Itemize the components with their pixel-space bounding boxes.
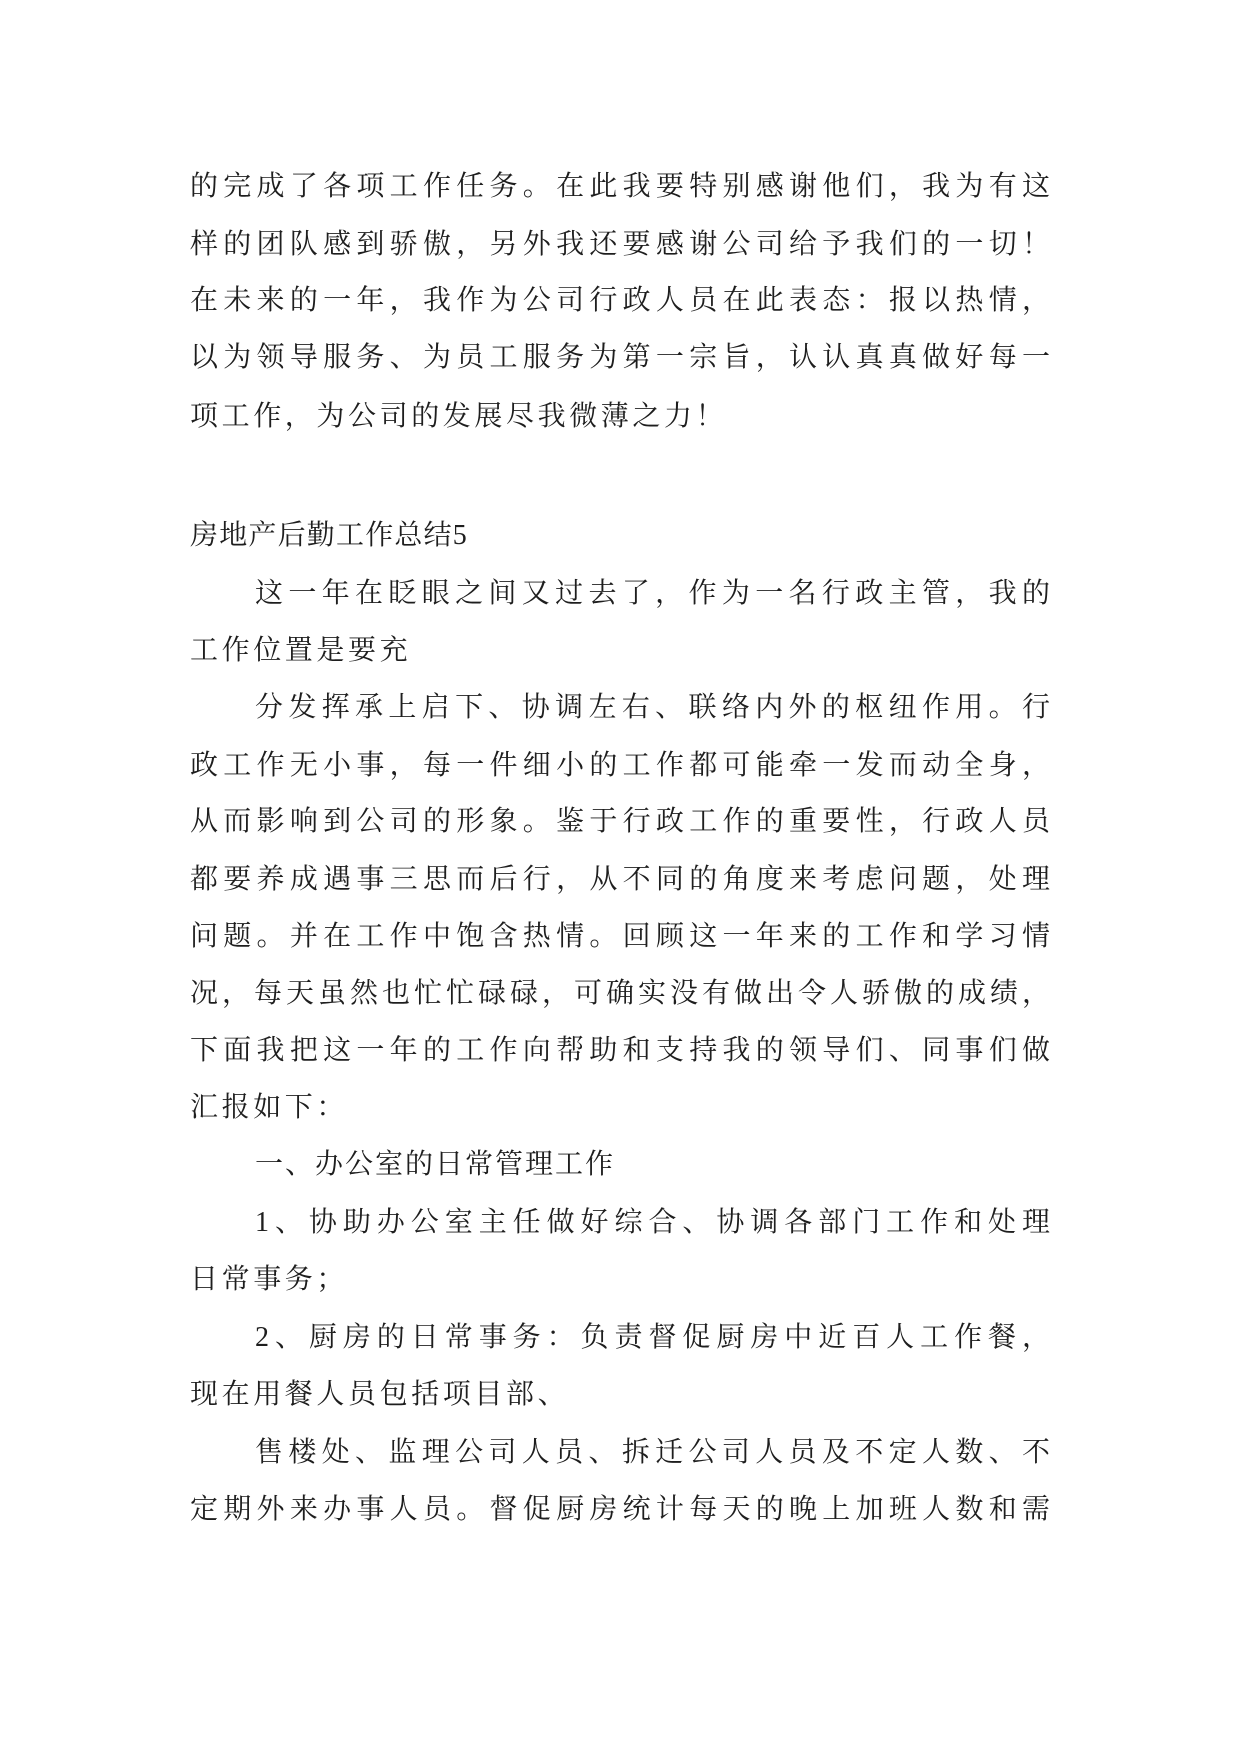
paragraph-line: 汇报如下： (190, 1092, 349, 1123)
paragraph-line: 定期外来办事人员。督促厨房统计每天的晚上加班人数和需 (190, 1494, 1050, 1525)
paragraph-line: 在未来的一年，我作为公司行政人员在此表态：报以热情， (190, 285, 1050, 316)
paragraph-line: 分发挥承上启下、协调左右、联络内外的枢纽作用。行 (255, 692, 1050, 723)
paragraph-line: 从而影响到公司的形象。鉴于行政工作的重要性，行政人员 (190, 806, 1050, 837)
paragraph-line: 都要养成遇事三思而后行，从不同的角度来考虑问题，处理 (190, 864, 1050, 895)
paragraph-line: 问题。并在工作中饱含热情。回顾这一年来的工作和学习情 (190, 921, 1050, 952)
paragraph-line: 政工作无小事，每一件细小的工作都可能牵一发而动全身， (190, 750, 1050, 781)
section-heading: 房地产后勤工作总结5 (190, 520, 469, 551)
paragraph-line: 工作位置是要充 (190, 635, 412, 666)
list-item-line: 现在用餐人员包括项目部、 (190, 1379, 570, 1410)
list-item-line: 1、协助办公室主任做好综合、协调各部门工作和处理 (255, 1207, 1050, 1238)
list-item-line: 2、厨房的日常事务：负责督促厨房中近百人工作餐， (255, 1322, 1050, 1353)
paragraph-line: 下面我把这一年的工作向帮助和支持我的领导们、同事们做 (190, 1035, 1050, 1066)
paragraph-line: 这一年在眨眼之间又过去了，作为一名行政主管，我的 (255, 578, 1050, 609)
paragraph-line: 况，每天虽然也忙忙碌碌，可确实没有做出令人骄傲的成绩， (190, 978, 1050, 1009)
paragraph-line: 项工作，为公司的发展尽我微薄之力！ (190, 401, 728, 432)
paragraph-line: 以为领导服务、为员工服务为第一宗旨，认认真真做好每一 (190, 342, 1050, 373)
list-item-line: 日常事务； (190, 1264, 349, 1295)
paragraph-line: 样的团队感到骄傲，另外我还要感谢公司给予我们的一切！ (190, 229, 1050, 260)
subsection-heading: 一、办公室的日常管理工作 (255, 1149, 616, 1180)
paragraph-line: 的完成了各项工作任务。在此我要特别感谢他们，我为有这 (190, 171, 1050, 202)
paragraph-line: 售楼处、监理公司人员、拆迁公司人员及不定人数、不 (255, 1437, 1050, 1468)
